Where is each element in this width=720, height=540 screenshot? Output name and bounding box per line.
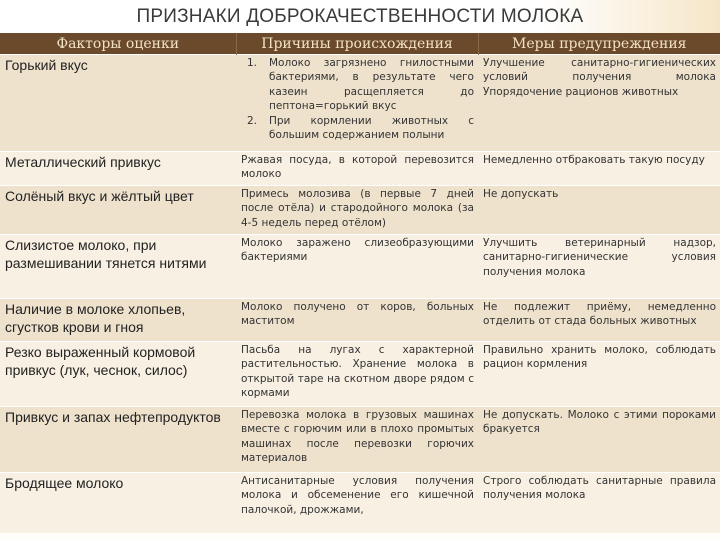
cause-text: При кормлении животных с большим содержанием полыни	[269, 114, 474, 142]
measure-cell: Правильно хранить молоко, соблюдать рацион кормления	[478, 342, 720, 407]
header-factors: Факторы оценки	[0, 33, 236, 55]
table-header-row	[0, 33, 720, 55]
factor-cell: Солёный вкус и жёлтый цвет	[0, 186, 236, 235]
measure-cell: Не допускать	[478, 186, 720, 235]
factor-cell: Привкус и запах нефтепродуктов	[0, 407, 236, 473]
cause-item	[241, 114, 474, 143]
cause-cell: Перевозка молока в грузовых машинах вместе с горючим или в плохо промытых машинах после перевозки горючих материалов	[236, 407, 478, 473]
table-row	[0, 152, 720, 186]
factor-cell: Резко выраженный кормовой привкус (лук, чеснок, силос)	[0, 342, 236, 407]
cause-number: 2.	[247, 114, 258, 127]
factor-cell: Горький вкус	[0, 55, 236, 152]
table-row	[0, 473, 720, 533]
table-row	[0, 342, 720, 407]
cause-cell: Молоко заражено слизеобразующими бактериями	[236, 235, 478, 299]
measure-cell: Не допускать. Молоко с этими пороками бракуется	[478, 407, 720, 473]
cause-cell: Антисанитарные условия получения молока и обсеменение его кишечной палочкой, дрожжами,	[236, 473, 478, 533]
cause-cell: Молоко получено от коров, больных маститом	[236, 299, 478, 342]
header-causes: Причины происхождения	[236, 33, 478, 55]
table-row	[0, 55, 720, 152]
header-measures: Меры предупреждения	[478, 33, 720, 55]
factor-cell: Бродящее молоко	[0, 473, 236, 533]
table-row	[0, 299, 720, 342]
table-row	[0, 407, 720, 473]
cause-text: Молоко загрязнено гнилостными бактериями, в результате чего казеин расщепляется до пептона=горький вкус	[269, 57, 474, 113]
factor-cell: Наличие в молоке хлопьев, сгустков крови и гноя	[0, 299, 236, 342]
cause-item	[241, 56, 474, 114]
cause-cell	[236, 55, 478, 152]
table-row	[0, 186, 720, 235]
measure-cell: Строго соблюдать санитарные правила получения молока	[478, 473, 720, 533]
cause-number: 1.	[247, 57, 258, 69]
cause-cell: Примесь молозива (в первые 7 дней после отёла) и стародойного молока (за 4-5 недель перед отёлом)	[236, 186, 478, 235]
cause-cell: Ржавая посуда, в которой перевозится молоко	[236, 152, 478, 186]
measure-cell: Улучшение санитарно-гигиенических условий получения молока Упорядочение рационов животных	[478, 55, 720, 152]
quality-table	[0, 33, 720, 533]
measure-cell: Улучшить ветеринарный надзор, санитарно-гигиенические условия получения молока	[478, 235, 720, 299]
measure-cell: Не подлежит приёму, немедленно отделить от стада больных животных	[478, 299, 720, 342]
page-title: ПРИЗНАКИ ДОБРОКАЧЕСТВЕННОСТИ МОЛОКА	[0, 0, 720, 33]
factor-cell: Металлический привкус	[0, 152, 236, 186]
factor-cell: Слизистое молоко, при размешивании тянется нитями	[0, 235, 236, 299]
table-row	[0, 235, 720, 299]
cause-cell: Пасьба на лугах с характерной растительностью. Хранение молока в открытой таре на скотном дворе рядом с кормами	[236, 342, 478, 407]
measure-cell: Немедленно отбраковать такую посуду	[478, 152, 720, 186]
